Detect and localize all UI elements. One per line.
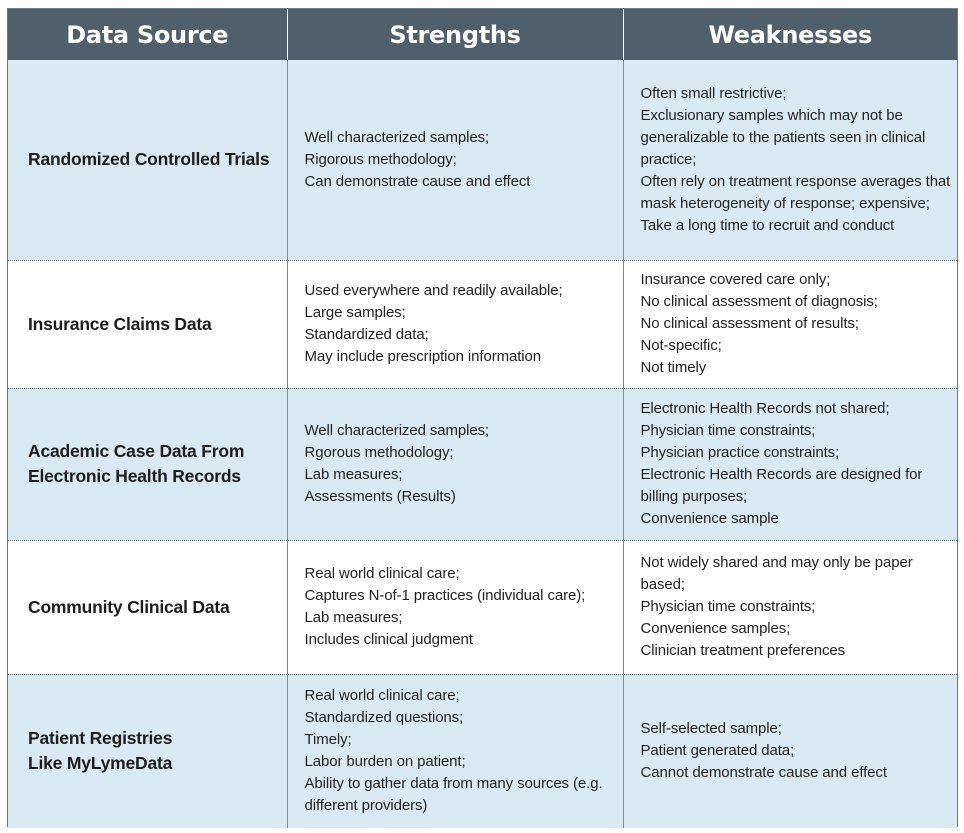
weakness-line: Electronic Health Records not shared; bbox=[640, 400, 890, 417]
table-row bbox=[8, 60, 957, 260]
strength-cell bbox=[287, 540, 623, 674]
weakness-line: Electronic Health Records are designed for billing purposes; bbox=[640, 466, 923, 505]
data-source-line: Academic Case Data From bbox=[28, 441, 245, 461]
weakness-line: Clinician treatment preferences bbox=[640, 642, 845, 659]
strength-cell bbox=[287, 260, 623, 388]
strength-line: Can demonstrate cause and effect bbox=[304, 172, 531, 190]
strength-line: Timely; bbox=[304, 731, 352, 749]
table-row bbox=[8, 674, 957, 828]
header-data-source: Data Source bbox=[8, 9, 287, 60]
weakness-line: Exclusionary samples which may not be generalizable to the patients seen in clinical practice; bbox=[640, 106, 926, 168]
weakness-line: Physician time constraints; bbox=[640, 422, 816, 439]
strength-line: Real world clinical care; bbox=[304, 565, 460, 582]
strength-cell bbox=[287, 60, 623, 260]
weakness-line: No clinical assessment of results; bbox=[640, 315, 859, 332]
weakness-cell bbox=[623, 60, 957, 260]
table-header bbox=[8, 9, 957, 60]
data-source-cell bbox=[8, 674, 287, 828]
weakness-line: Convenience sample bbox=[640, 510, 779, 527]
strength-line: Assessments (Results) bbox=[304, 488, 456, 505]
table-row bbox=[8, 540, 957, 674]
data-source-cell bbox=[8, 540, 287, 674]
strength-line: Lab measures; bbox=[304, 609, 403, 626]
table-body bbox=[8, 60, 957, 828]
data-source-line: Community Clinical Data bbox=[28, 596, 230, 617]
header-weaknesses: Weaknesses bbox=[623, 9, 957, 60]
weakness-line: Often rely on treatment response averages that mask heterogeneity of response; expensive; bbox=[640, 172, 951, 212]
strength-line: Standardized questions; bbox=[304, 709, 464, 727]
strength-line: Well characterized samples; bbox=[304, 422, 490, 439]
weakness-line: Physician time constraints; bbox=[640, 598, 816, 615]
weakness-line: Not-specific; bbox=[640, 337, 722, 354]
data-source-line: Like MyLymeData bbox=[28, 753, 173, 774]
weakness-line: Not timely bbox=[640, 359, 707, 376]
data-source-cell bbox=[8, 60, 287, 260]
weakness-line: Not widely shared and may only be paper based; bbox=[640, 554, 913, 593]
strength-line: Large samples; bbox=[304, 304, 406, 321]
data-source-cell bbox=[8, 260, 287, 388]
strength-cell bbox=[287, 388, 623, 540]
header-row bbox=[8, 9, 957, 60]
weakness-cell bbox=[623, 260, 957, 388]
comparison-table bbox=[7, 8, 958, 827]
strength-line: May include prescription information bbox=[304, 348, 542, 365]
strength-cell bbox=[287, 674, 623, 828]
strength-line: Well characterized samples; bbox=[304, 128, 490, 146]
strength-line: Used everywhere and readily available; bbox=[304, 282, 563, 299]
weakness-cell bbox=[623, 540, 957, 674]
data-source-line: Patient Registries bbox=[28, 728, 173, 749]
weakness-line: Convenience samples; bbox=[640, 620, 791, 637]
header-strengths: Strengths bbox=[287, 9, 623, 60]
weakness-line: Insurance covered care only; bbox=[640, 271, 831, 288]
data-source-cell bbox=[8, 388, 287, 540]
data-source-line: Electronic Health Records bbox=[28, 466, 241, 486]
data-source-table bbox=[8, 9, 957, 828]
strength-line: Lab measures; bbox=[304, 466, 403, 483]
table-row bbox=[8, 388, 957, 540]
data-source-line: Randomized Controlled Trials bbox=[28, 149, 270, 170]
weakness-line: Take a long time to recruit and conduct bbox=[640, 216, 895, 234]
weakness-line: Cannot demonstrate cause and effect bbox=[640, 764, 887, 782]
strength-line: Ability to gather data from many sources (e.g. different providers) bbox=[304, 775, 603, 815]
strength-line: Captures N-of-1 practices (individual care); bbox=[304, 587, 586, 604]
table-row bbox=[8, 260, 957, 388]
weakness-line: Physician practice constraints; bbox=[640, 444, 840, 461]
data-source-line: Insurance Claims Data bbox=[28, 313, 212, 334]
weakness-line: Often small restrictive; bbox=[640, 84, 787, 102]
weakness-line: No clinical assessment of diagnosis; bbox=[640, 293, 878, 310]
strength-line: Labor burden on patient; bbox=[304, 753, 466, 771]
weakness-cell bbox=[623, 388, 957, 540]
weakness-line: Patient generated data; bbox=[640, 742, 795, 760]
weakness-cell bbox=[623, 674, 957, 828]
strength-line: Real world clinical care; bbox=[304, 687, 460, 705]
weakness-line: Self-selected sample; bbox=[640, 720, 782, 738]
strength-line: Includes clinical judgment bbox=[304, 631, 473, 648]
strength-line: Rigorous methodology; bbox=[304, 150, 457, 168]
strength-line: Standardized data; bbox=[304, 326, 429, 343]
strength-line: Rgorous methodology; bbox=[304, 444, 454, 461]
